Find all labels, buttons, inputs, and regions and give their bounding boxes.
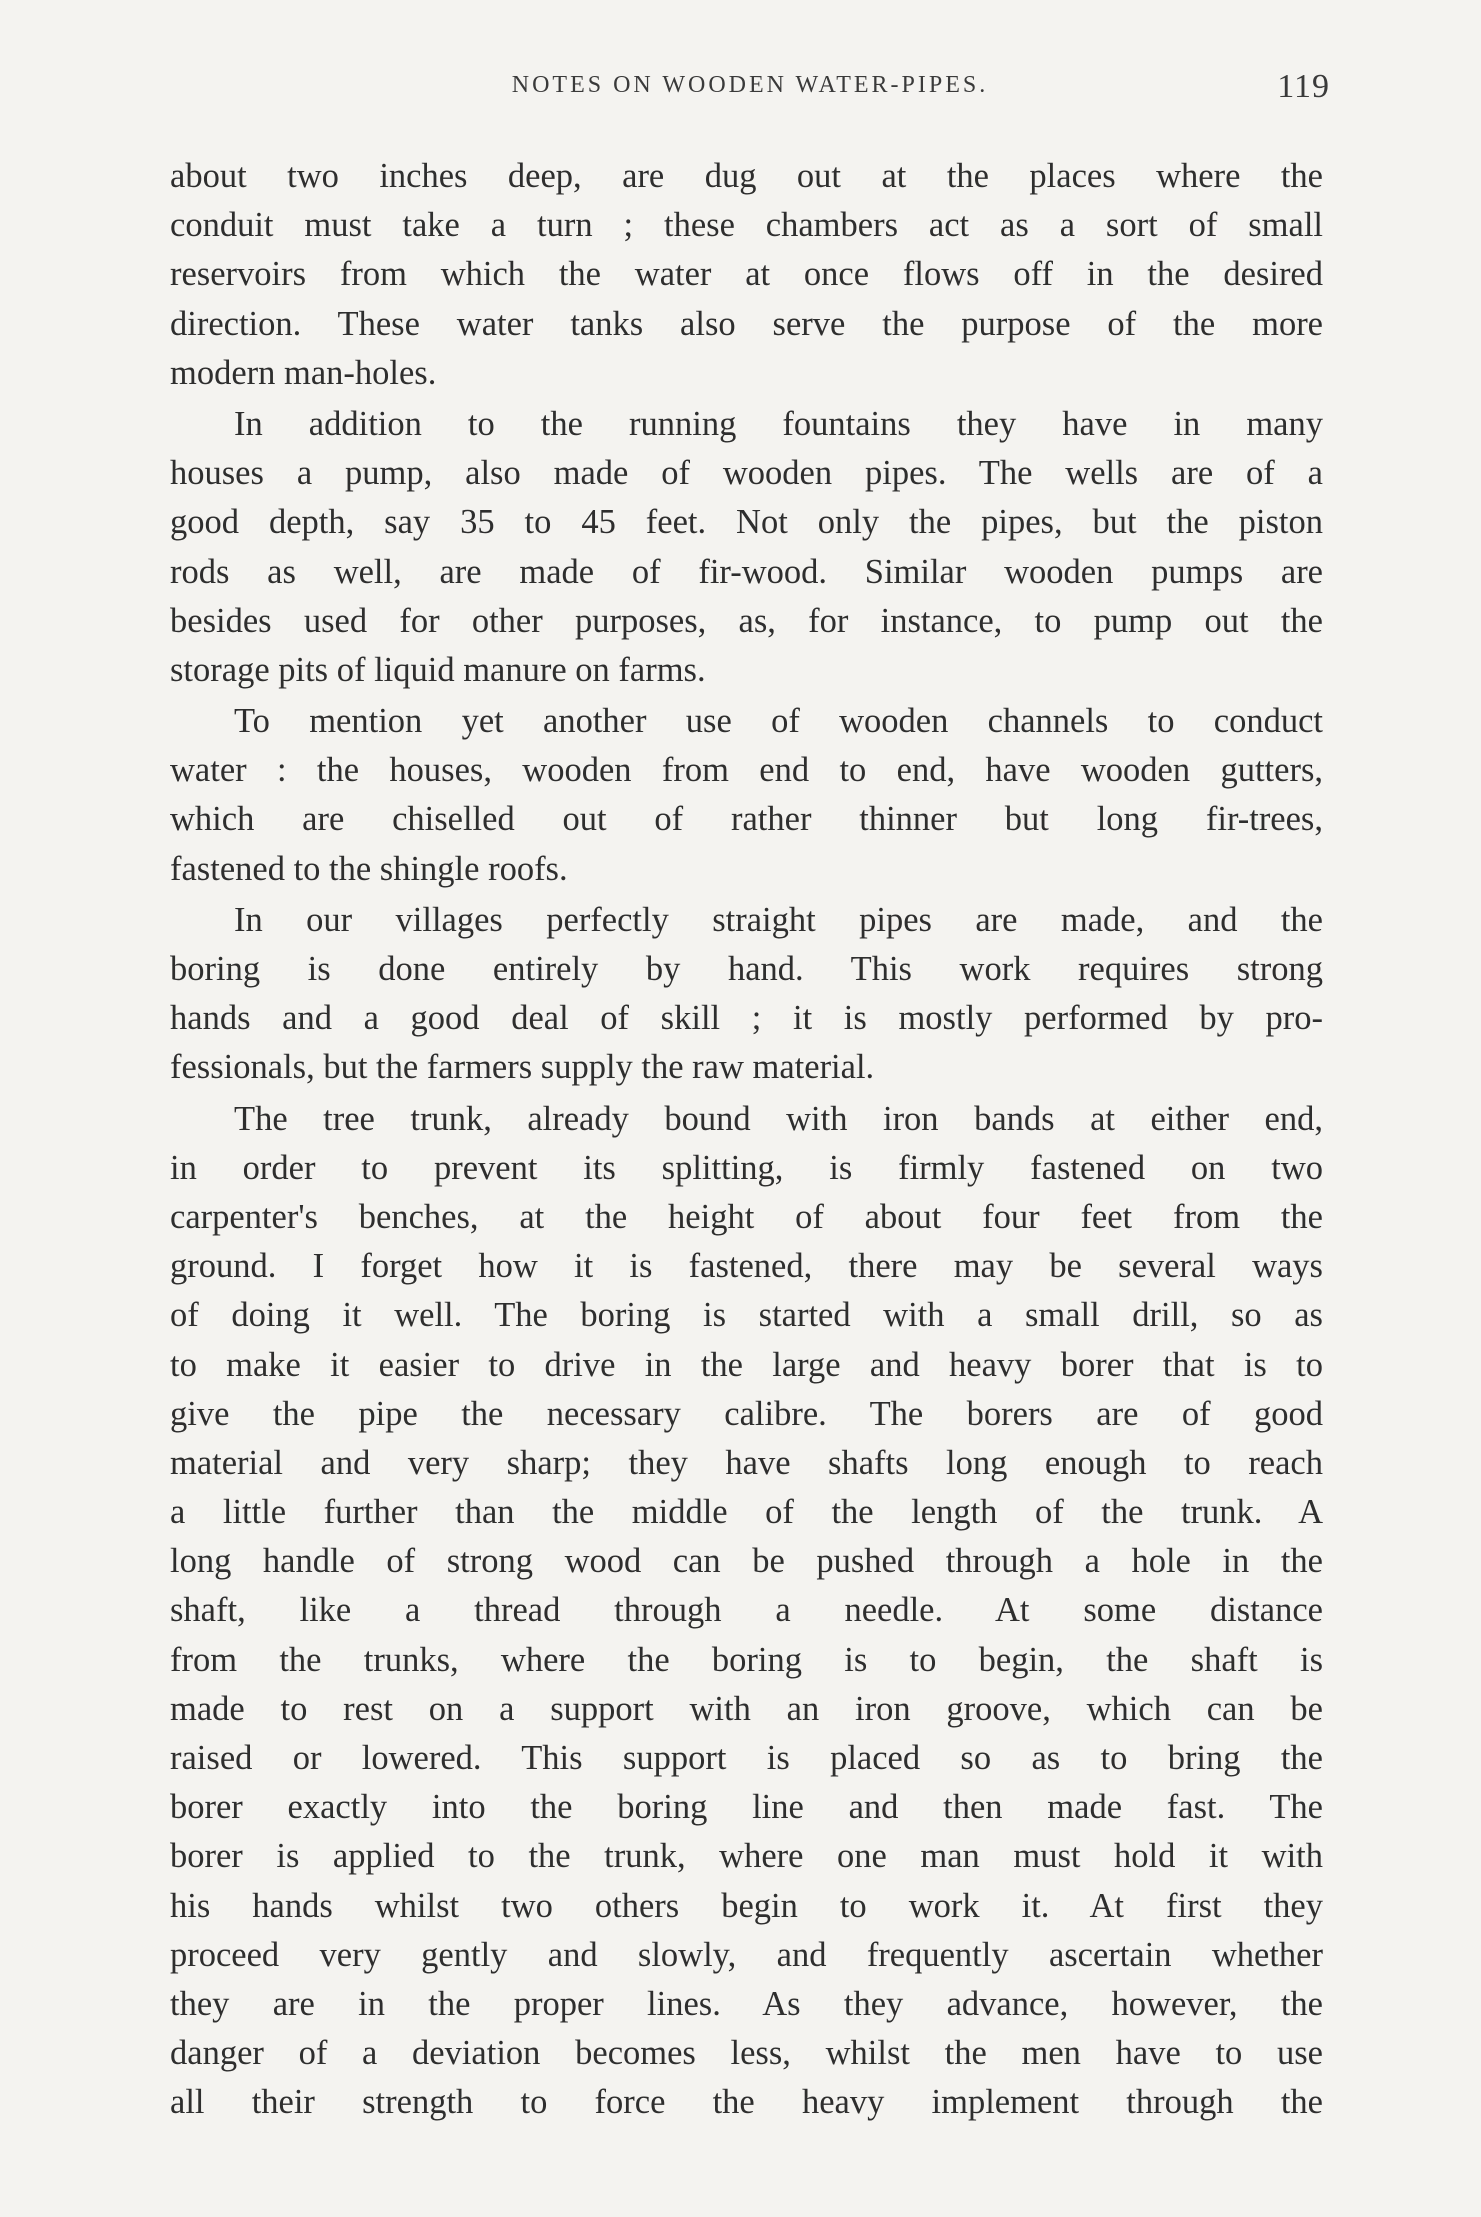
text-line: conduit must take a turn ; these chambers act as a sort of small <box>170 206 1323 245</box>
paragraph <box>170 896 1323 1093</box>
text-line: boring is done entirely by hand. This work requires strong <box>170 950 1323 988</box>
page-header <box>170 68 1330 122</box>
text-line: made to rest on a support with an iron groove, which can be <box>170 1689 1323 1728</box>
text-line: give the pipe the necessary calibre. The borers are of good <box>170 1394 1323 1433</box>
paragraph <box>170 697 1323 894</box>
text-line: houses a pump, also made of wooden pipes. The wells are of a <box>170 454 1323 493</box>
text-line: to make it easier to drive in the large and heavy borer that is to <box>170 1345 1323 1384</box>
text-line: To mention yet another use of wooden channels to conduct <box>234 702 1323 741</box>
running-title: NOTES ON WOODEN WATER-PIPES. <box>511 72 989 98</box>
text-line: The tree trunk, already bound with iron bands at either end, <box>234 1099 1323 1138</box>
body-text <box>170 152 1323 2130</box>
text-line: his hands whilst two others begin to work it. At first they <box>170 1886 1323 1925</box>
text-line: In addition to the running fountains they have in many <box>234 404 1323 443</box>
text-line: danger of a deviation becomes less, whilst the men have to use <box>170 2034 1323 2073</box>
text-line: reservoirs from which the water at once flows off in the desired <box>170 255 1323 294</box>
text-line: a little further than the middle of the length of the trunk. A <box>170 1493 1323 1532</box>
text-line: of doing it well. The boring is started with a small drill, so as <box>170 1296 1323 1335</box>
text-line: fastened to the shingle roofs. <box>170 849 568 888</box>
text-line: ground. I forget how it is fastened, there may be several ways <box>170 1247 1323 1286</box>
text-line: shaft, like a thread through a needle. At some distance <box>170 1591 1323 1630</box>
text-line: raised or lowered. This support is placed so as to bring the <box>170 1739 1323 1777</box>
paragraph <box>170 1095 1323 2128</box>
text-line: borer exactly into the boring line and then made fast. The <box>170 1788 1323 1827</box>
text-line: rods as well, are made of fir-wood. Similar wooden pumps are <box>170 552 1323 591</box>
text-line: water : the houses, wooden from end to end, have wooden gutters, <box>170 751 1323 790</box>
page-number: 119 <box>1277 68 1330 105</box>
text-line: borer is applied to the trunk, where one man must hold it with <box>170 1837 1323 1876</box>
text-line: In our villages perfectly straight pipes are made, and the <box>234 900 1323 939</box>
text-line: direction. These water tanks also serve the purpose of the more <box>170 304 1323 343</box>
text-line: fessionals, but the farmers supply the raw material. <box>170 1048 875 1087</box>
text-line: they are in the proper lines. As they advance, however, the <box>170 1984 1323 2023</box>
text-line: which are chiselled out of rather thinner but long fir-trees, <box>170 800 1323 839</box>
text-line: hands and a good deal of skill ; it is mostly performed by pro- <box>170 999 1323 1038</box>
paragraph <box>170 152 1323 398</box>
text-line: storage pits of liquid manure on farms. <box>170 650 706 689</box>
text-line: all their strength to force the heavy implement through the <box>170 2083 1323 2122</box>
text-line: about two inches deep, are dug out at the places where the <box>170 157 1323 195</box>
paragraph <box>170 400 1323 695</box>
text-line: carpenter's benches, at the height of about four feet from the <box>170 1197 1323 1236</box>
text-line: in order to prevent its splitting, is firmly fastened on two <box>170 1148 1323 1187</box>
text-line: proceed very gently and slowly, and frequently ascertain whether <box>170 1935 1323 1974</box>
text-line: good depth, say 35 to 45 feet. Not only the pipes, but the piston <box>170 503 1323 542</box>
text-line: long handle of strong wood can be pushed through a hole in the <box>170 1542 1323 1581</box>
text-line: modern man-holes. <box>170 353 437 392</box>
text-line: material and very sharp; they have shafts long enough to reach <box>170 1443 1323 1482</box>
text-line: from the trunks, where the boring is to begin, the shaft is <box>170 1640 1323 1679</box>
text-line: besides used for other purposes, as, for instance, to pump out the <box>170 601 1323 640</box>
